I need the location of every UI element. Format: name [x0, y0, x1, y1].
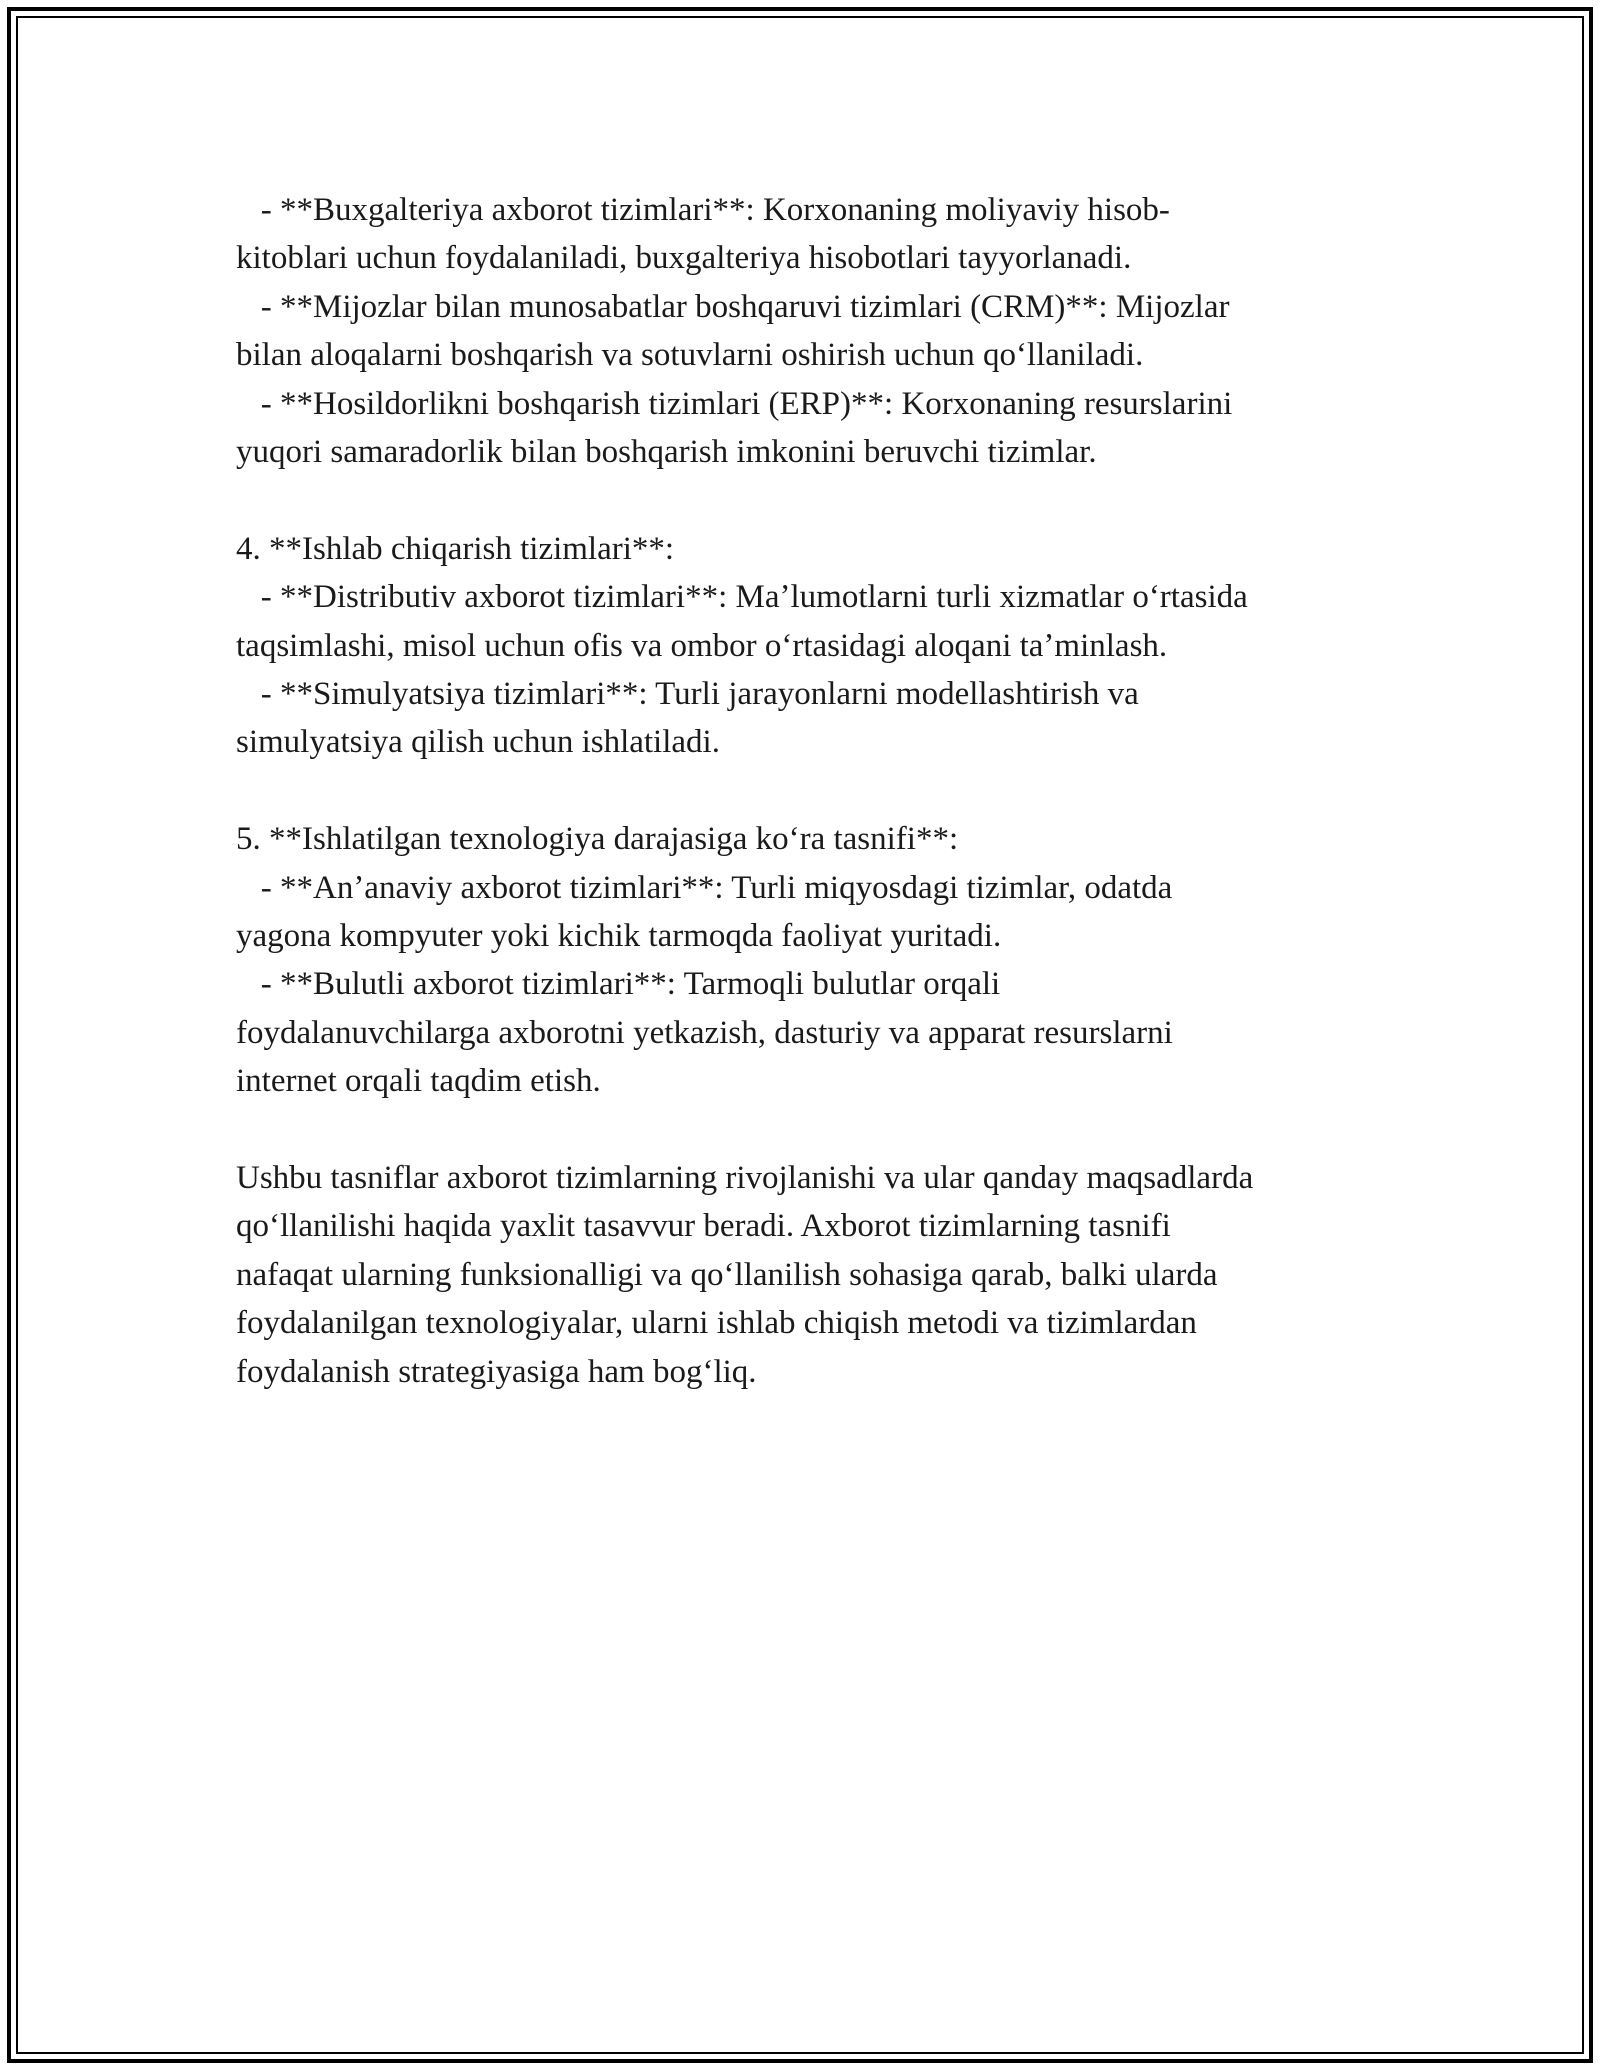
text-line: taqsimlashi, misol uchun ofis va ombor oʻrtasidagi aloqani taʼminlash. — [236, 627, 1168, 664]
text-line: yuqori samaradorlik bilan boshqarish imkonini beruvchi tizimlar. — [236, 434, 1097, 471]
text-line: qoʻllanilishi haqida yaxlit tasavvur beradi. Axborot tizimlarning tasnifi — [236, 1208, 1171, 1245]
paragraph-technology-classification — [236, 815, 1386, 1105]
text-line: yagona kompyuter yoki kichik tarmoqda faoliyat yuritadi. — [236, 918, 1002, 955]
paragraph-spacer — [236, 1106, 1386, 1154]
text-line: - **Buxgalteriya axborot tizimlari**: Korxonaning moliyaviy hisob- — [236, 192, 1170, 228]
text-line: bilan aloqalarni boshqarish va sotuvlarni oshirish uchun qoʻllaniladi. — [236, 337, 1144, 374]
paragraph-production-systems — [236, 525, 1386, 767]
paragraph-spacer — [236, 476, 1386, 524]
section-heading: 5. **Ishlatilgan texnologiya darajasiga koʻra tasnifi**: — [236, 821, 959, 858]
text-line: foydalanuvchilarga axborotni yetkazish, dasturiy va apparat resurslarni — [236, 1014, 1173, 1051]
text-line: Ushbu tasniflar axborot tizimlarning rivojlanishi va ular qanday maqsadlarda — [236, 1160, 1254, 1197]
document-body — [236, 186, 1386, 1396]
text-line: foydalanilgan texnologiyalar, ularni ishlab chiqish metodi va tizimlardan — [236, 1305, 1197, 1342]
section-heading: 4. **Ishlab chiqarish tizimlari**: — [236, 530, 675, 567]
paragraph-accounting-crm-erp — [236, 186, 1386, 476]
text-line: - **Bulutli axborot tizimlari**: Tarmoqli bulutlar orqali — [236, 966, 1001, 1003]
paragraph-conclusion — [236, 1154, 1386, 1396]
text-line: simulyatsiya qilish uchun ishlatiladi. — [236, 724, 720, 761]
text-line: internet orqali taqdim etish. — [236, 1063, 601, 1100]
text-line: - **Simulyatsiya tizimlari**: Turli jarayonlarni modellashtirish va — [236, 676, 1139, 713]
text-line: foydalanish strategiyasiga ham bogʻliq. — [236, 1353, 757, 1390]
text-line: - **Anʼanaviy axborot tizimlari**: Turli miqyosdagi tizimlar, odatda — [236, 869, 1173, 906]
text-line: - **Hosildorlikni boshqarish tizimlari (ERP)**: Korxonaning resurslarini — [236, 385, 1233, 422]
paragraph-spacer — [236, 767, 1386, 815]
text-line: kitoblari uchun foydalaniladi, buxgalteriya hisobotlari tayyorlanadi. — [236, 240, 1132, 277]
text-line: - **Mijozlar bilan munosabatlar boshqaruvi tizimlari (CRM)**: Mijozlar — [236, 288, 1230, 325]
text-line: nafaqat ularning funksionalligi va qoʻllanilish sohasiga qarab, balki ularda — [236, 1256, 1218, 1293]
text-line: - **Distributiv axborot tizimlari**: Maʼlumotlarni turli xizmatlar oʻrtasida — [236, 579, 1248, 616]
